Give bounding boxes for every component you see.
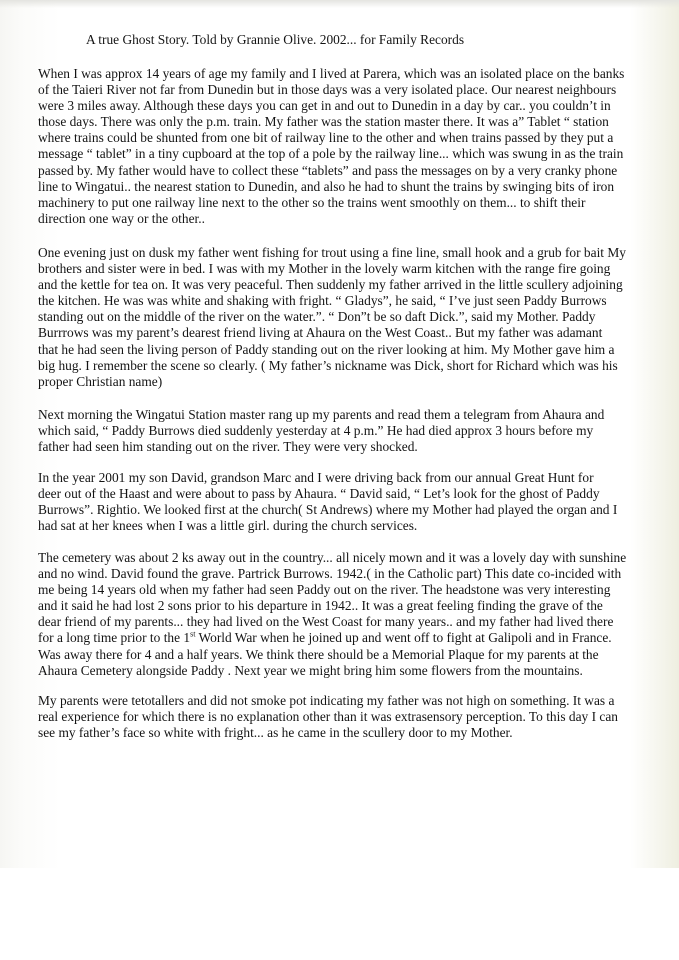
text-line: passed by. My father would have to collect these “tablets” and pass the messages on by a very cranky phone — [38, 162, 618, 178]
paragraph-3 — [38, 407, 604, 455]
document-title: A true Ghost Story. Told by Grannie Olive. 2002... for Family Records — [86, 32, 465, 47]
text-line: dear friend of my parents... they had lived on the West Coast for many years.. and my father had lived there — [38, 614, 614, 630]
text-line: When I was approx 14 years of age my family and I lived at Parera, which was an isolated place on the banks — [38, 66, 625, 81]
text-line: Next morning the Wingatui Station master rang up my parents and read them a telegram from Ahaura and — [38, 407, 605, 422]
text-line: One evening just on dusk my father went fishing for trout using a fine line, small hook and a grub for bait My — [38, 245, 626, 260]
text-line: and the kettle for tea on. It was very peaceful. Then suddenly my father arrived in the little scullery adjoining — [38, 277, 623, 293]
text-line: me being 14 years old when my father had seen Paddy out on the river. The headstone was very interesting — [38, 582, 611, 598]
paragraph-1 — [38, 66, 624, 227]
text-line: proper Christian name) — [38, 373, 163, 389]
paragraph-5 — [38, 550, 626, 679]
text-line: were 3 miles away. Although these days you can get in and out to Dunedin in a day by car.. you couldn’t in — [38, 98, 611, 114]
text-line: those days. There was only the p.m. train. My father was the station master there. It was a” Tablet “ station — [38, 114, 609, 130]
ordinal-superscript: st — [190, 630, 196, 639]
text-line: line to Wingatui.. the nearest station to Dunedin, and also he had to shunt the trains by swinging bits of iron — [38, 178, 615, 194]
text-line: where trains could be shunted from one bit of railway line to the other and when trains passed by they put a — [38, 130, 614, 146]
text-line: My parents were tetotallers and did not smoke pot indicating my father was not high on something. It was a — [38, 693, 615, 708]
text-line: which said, “ Paddy Burrows died suddenly yesterday at 4 p.m.” He had died approx 3 hours before my — [38, 423, 594, 439]
text-line: and no wind. David found the grave. Partrick Burrows. 1942.( in the Catholic part) This date co-incided with — [38, 566, 622, 582]
text-line: Burrrows was my parent’s dearest friend living at Ahaura on the West Coast.. But my father was adamant — [38, 325, 603, 341]
text-line: The cemetery was about 2 ks away out in the country... all nicely mown and it was a lovely day with sunshine — [38, 550, 627, 565]
text-line: that he had seen the living person of Paddy standing out on the river looking at him. My Mother gave him a — [38, 341, 615, 357]
text-line: Burrows”. Rightio. We looked first at the church( St Andrews) where my Mother had played the organ and I — [38, 502, 618, 518]
text-line: direction one way or the other.. — [38, 210, 205, 226]
paragraph-4 — [38, 470, 617, 534]
text-line: Ahaura Cemetery alongside Paddy . Next year we might bring him some flowers from the mountains. — [38, 662, 583, 678]
paragraph-2 — [38, 245, 626, 390]
text-line: deer out of the Haast and were about to pass by Ahaura. “ David said, “ Let’s look for the ghost of Paddy — [38, 486, 600, 502]
paragraph-6 — [38, 693, 618, 741]
text-line-rest: World War when he joined up and went off to fight at Galipoli and in France. — [195, 630, 612, 646]
text-line: machinery to put one railway line next to the other so the trains went smoothly on them... to shift their — [38, 194, 586, 210]
text-line: Was away there for 4 and a half years. We think there should be a Memorial Plaque for my parents at the — [38, 646, 599, 662]
text-line: see my father’s face so white with fright... as he came in the scullery door to my Mother. — [38, 725, 513, 741]
page-top-shadow — [0, 0, 679, 8]
text-line: big hug. I remember the scene so clearly. ( My father’s nickname was Dick, short for Richard which was his — [38, 357, 618, 373]
text-line: of the Taieri River not far from Dunedin but in those days was a very isolated place. Our nearest neighbours — [38, 82, 617, 98]
text-line-start: for a long time prior to the 1 — [38, 630, 191, 646]
text-line: In the year 2001 my son David, grandson Marc and I were driving back from our annual Great Hunt for — [38, 470, 594, 485]
text-line: father had seen him standing out on the river. They were very shocked. — [38, 439, 418, 455]
text-line: and it said he had lost 2 sons prior to his departure in 1942.. It was a great feeling finding the grave of the — [38, 598, 603, 614]
text-line: brothers and sister were in bed. I was with my Mother in the lovely warm kitchen with the range fire going — [38, 261, 611, 277]
text-line — [38, 630, 626, 646]
text-line: the kitchen. He was was white and shaking with fright. “ Gladys”, he said, “ I’ve just seen Paddy Burrows — [38, 293, 607, 309]
text-line: had sat at her knees when I was a little girl. during the church services. — [38, 518, 418, 534]
text-line: real experience for which there is no explanation other than it was extrasensory perception. To this day I can — [38, 709, 618, 725]
text-line: standing out on the middle of the river on the water.”. “ Don”t be so daft Dick.”, said my Mother. Paddy — [38, 309, 596, 325]
text-line: message “ tablet” in a tiny cupboard at the top of a pole by the railway line... which was swung in as the train — [38, 146, 624, 162]
